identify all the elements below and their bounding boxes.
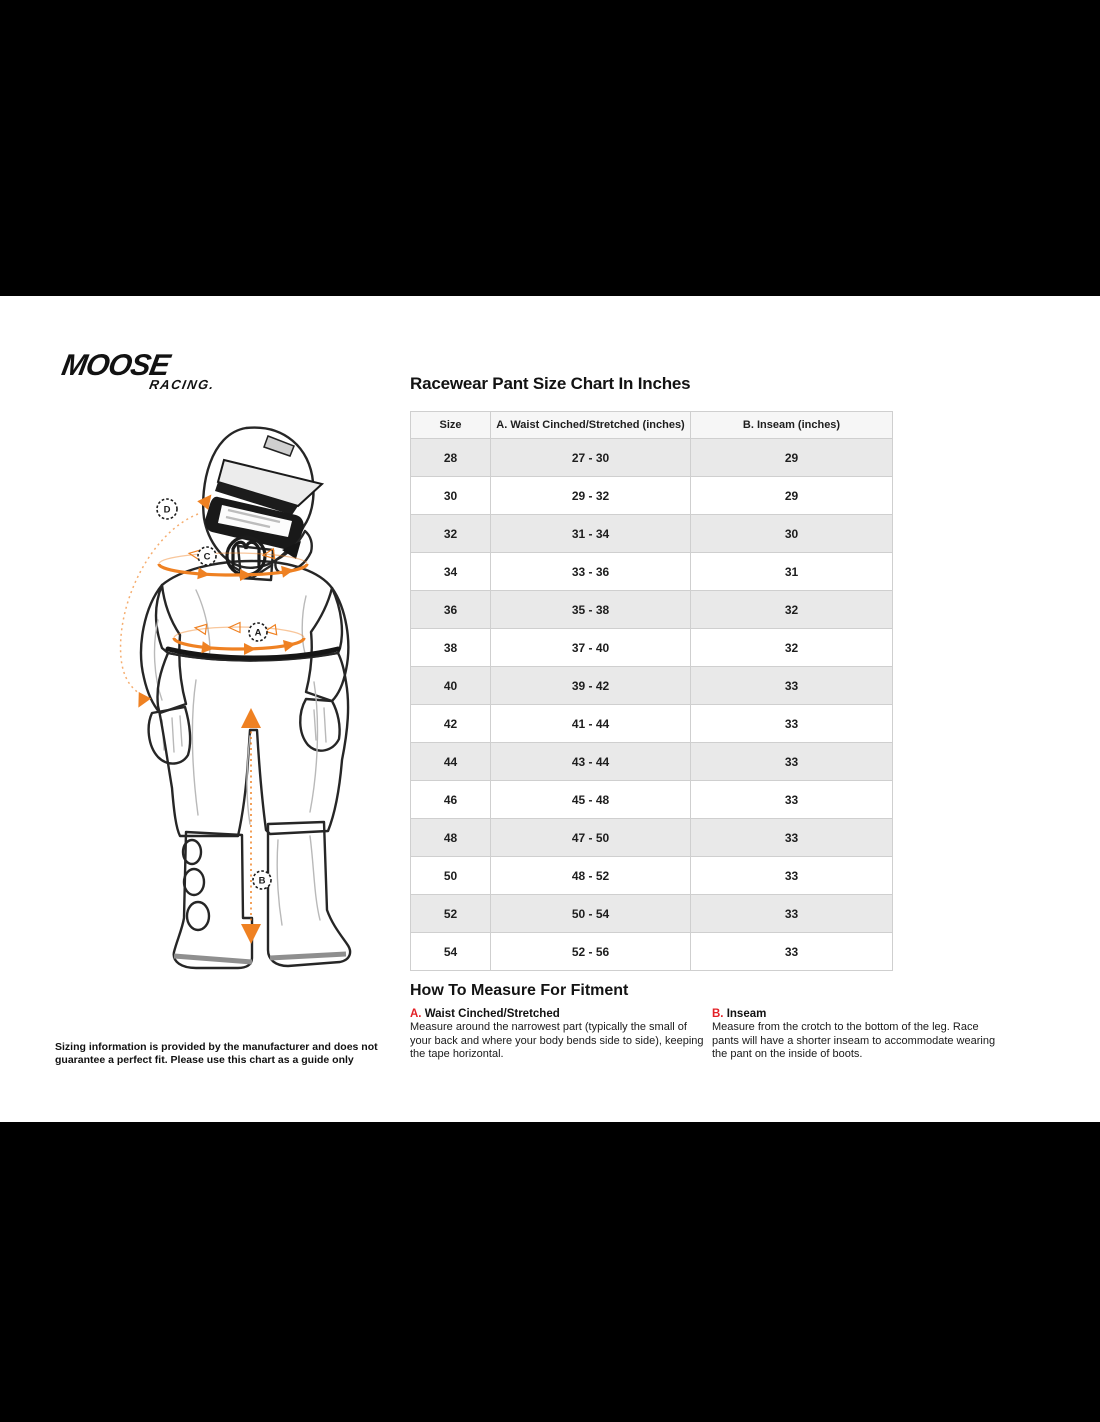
inseam-cell: 33 xyxy=(691,705,893,743)
waist-cell: 50 - 54 xyxy=(491,895,691,933)
waist-cell: 45 - 48 xyxy=(491,781,691,819)
badge-letter-a: A xyxy=(254,627,262,639)
badge-inseam xyxy=(253,871,271,889)
size-cell: 42 xyxy=(411,705,491,743)
letterbox-top xyxy=(0,0,1100,296)
size-table xyxy=(410,411,893,971)
table-row xyxy=(411,857,893,895)
boot-buckle xyxy=(184,869,204,895)
measure-section-waist xyxy=(410,1008,708,1062)
rider-measurement-figure xyxy=(100,420,410,980)
col-header-waist: A. Waist Cinched/Stretched (inches) xyxy=(491,412,691,439)
glove-fingers xyxy=(314,708,326,742)
measure-letter-a: A. xyxy=(410,1008,422,1020)
how-to-heading: How To Measure For Fitment xyxy=(410,982,629,999)
left-boot xyxy=(174,832,252,968)
size-cell: 46 xyxy=(411,781,491,819)
table-row xyxy=(411,477,893,515)
waist-cell: 48 - 52 xyxy=(491,857,691,895)
right-boot-sole xyxy=(270,954,346,958)
size-cell: 44 xyxy=(411,743,491,781)
inseam-cell: 33 xyxy=(691,781,893,819)
measure-title-text: Waist Cinched/Stretched xyxy=(424,1008,560,1020)
inseam-cell: 33 xyxy=(691,933,893,971)
waist-cell: 35 - 38 xyxy=(491,591,691,629)
inseam-cell: 33 xyxy=(691,895,893,933)
badge-chest xyxy=(198,547,216,565)
measure-section-title xyxy=(712,1008,998,1020)
size-cell: 36 xyxy=(411,591,491,629)
size-cell: 28 xyxy=(411,439,491,477)
moose-racing-logo xyxy=(54,344,234,394)
logo-word-moose: MOOSE xyxy=(59,349,172,382)
right-glove xyxy=(300,699,339,751)
rider-illustration xyxy=(100,420,410,980)
measure-arrow xyxy=(244,643,256,655)
jersey-fold xyxy=(302,596,306,656)
pants xyxy=(157,653,348,836)
sizing-disclaimer: Sizing information is provided by the manufacturer and does not guarantee a perfect fit. Please use this chart as a guide only xyxy=(55,1041,378,1066)
size-chart-page xyxy=(0,296,1100,1122)
size-table-container xyxy=(410,411,893,971)
inseam-cell: 33 xyxy=(691,667,893,705)
measure-section-inseam xyxy=(712,1008,998,1062)
col-header-inseam: B. Inseam (inches) xyxy=(691,412,893,439)
table-row xyxy=(411,439,893,477)
letterbox-bottom xyxy=(0,1122,1100,1422)
inseam-cell: 33 xyxy=(691,819,893,857)
waist-cell: 47 - 50 xyxy=(491,819,691,857)
inseam-cell: 30 xyxy=(691,515,893,553)
table-row xyxy=(411,743,893,781)
size-cell: 54 xyxy=(411,933,491,971)
left-boot-sole xyxy=(174,956,252,962)
inseam-cell: 32 xyxy=(691,591,893,629)
size-cell: 32 xyxy=(411,515,491,553)
inseam-cell: 33 xyxy=(691,743,893,781)
size-cell: 38 xyxy=(411,629,491,667)
size-cell: 40 xyxy=(411,667,491,705)
measure-arrow xyxy=(241,708,261,728)
logo-word-racing: RACING. xyxy=(148,377,217,392)
col-header-size: Size xyxy=(411,412,491,439)
size-table-body xyxy=(411,439,893,971)
size-cell: 48 xyxy=(411,819,491,857)
size-cell: 30 xyxy=(411,477,491,515)
inseam-cell: 32 xyxy=(691,629,893,667)
table-row xyxy=(411,705,893,743)
table-row xyxy=(411,667,893,705)
boot-fold xyxy=(277,836,320,925)
table-header-row xyxy=(411,412,893,439)
size-cell: 50 xyxy=(411,857,491,895)
measure-arrow xyxy=(241,924,261,944)
measure-section-title xyxy=(410,1008,708,1020)
badge-waist xyxy=(249,623,267,641)
waist-cell: 31 - 34 xyxy=(491,515,691,553)
waist-cell: 29 - 32 xyxy=(491,477,691,515)
size-cell: 52 xyxy=(411,895,491,933)
inseam-cell: 33 xyxy=(691,857,893,895)
waist-cell: 39 - 42 xyxy=(491,667,691,705)
badge-sleeve xyxy=(157,499,177,519)
table-row xyxy=(411,591,893,629)
moose-racing-logo-art xyxy=(54,344,234,394)
waist-cell: 37 - 40 xyxy=(491,629,691,667)
table-row xyxy=(411,933,893,971)
measure-arrow xyxy=(197,567,210,580)
left-glove xyxy=(149,707,191,764)
badge-letter-c: C xyxy=(203,551,211,563)
pants-fold xyxy=(192,680,198,815)
sleeve-measure-arc xyxy=(121,514,198,694)
waist-cell: 52 - 56 xyxy=(491,933,691,971)
table-row xyxy=(411,895,893,933)
waist-cell: 33 - 36 xyxy=(491,553,691,591)
table-row xyxy=(411,629,893,667)
right-boot xyxy=(268,822,350,966)
boot-buckle xyxy=(187,902,209,930)
measure-body-text: Measure from the crotch to the bottom of the leg. Race pants will have a shorter inseam to accommodate wearing the pant on the inside of boots. xyxy=(712,1021,996,1060)
table-row xyxy=(411,515,893,553)
inseam-cell: 31 xyxy=(691,553,893,591)
measure-title-text: Inseam xyxy=(726,1008,767,1020)
table-row xyxy=(411,553,893,591)
badge-letter-b: B xyxy=(258,875,266,887)
measure-letter-b: B. xyxy=(712,1008,724,1020)
inseam-cell: 29 xyxy=(691,439,893,477)
chart-title: Racewear Pant Size Chart In Inches xyxy=(410,374,691,393)
table-row xyxy=(411,819,893,857)
waist-cell: 27 - 30 xyxy=(491,439,691,477)
badge-letter-d: D xyxy=(163,504,171,516)
inseam-cell: 29 xyxy=(691,477,893,515)
waist-cell: 41 - 44 xyxy=(491,705,691,743)
waist-cell: 43 - 44 xyxy=(491,743,691,781)
size-cell: 34 xyxy=(411,553,491,591)
measure-body-text: Measure around the narrowest part (typically the small of your back and where your body bends side to side), keeping the tape horizontal. xyxy=(410,1021,704,1060)
table-row xyxy=(411,781,893,819)
